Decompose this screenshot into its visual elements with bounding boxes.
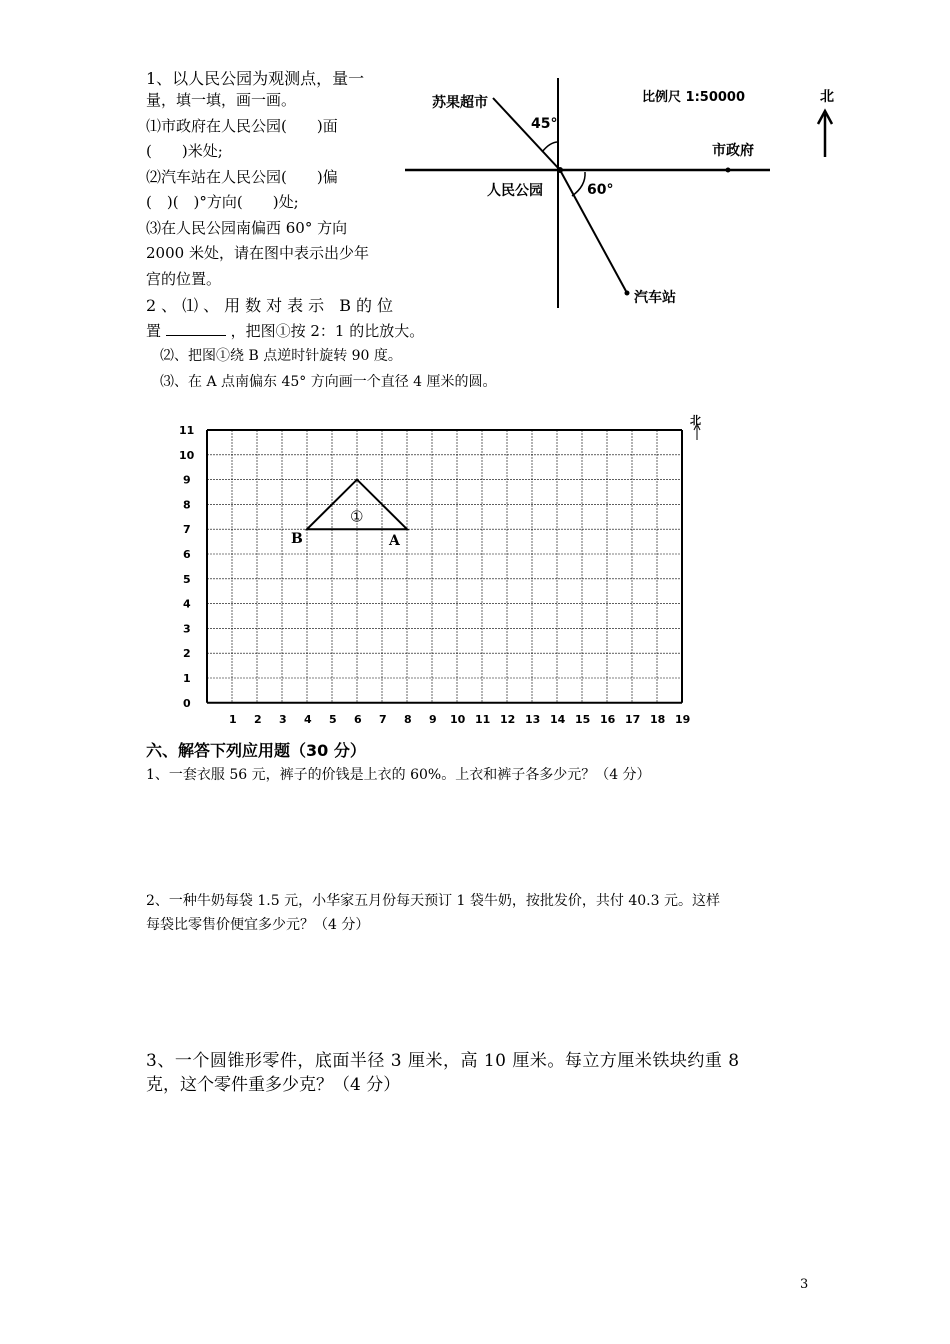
problem-2-line-2: 每袋比零售价便宜多少元？（4 分） xyxy=(146,917,370,933)
q2-line-3: ⑵、把图①绕 B 点逆时针旋转 90 度。 xyxy=(160,348,402,364)
map-park-label: 人民公园 xyxy=(487,183,543,199)
map-angle-45-label: 45° xyxy=(531,116,558,132)
q1-line-2: 量，填一填，画一画。 xyxy=(146,91,297,109)
problem-3-line-2 xyxy=(146,1073,400,1098)
shape-number-label: ① xyxy=(350,507,364,526)
point-a-label: A xyxy=(389,533,400,550)
problem-3-line-2-text: 克，这个零件重多少克？（4 分） xyxy=(146,1075,401,1095)
grid-x-tick-label: 4 xyxy=(304,712,312,726)
q1-line-1: 1、以人民公园为观测点，量一 xyxy=(146,69,365,88)
problem-1-text: 1、一套衣服 56 元，裤子的价钱是上衣的 60%。上衣和裤子各多少元？（4 分） xyxy=(146,767,651,783)
q1-line-7: ⑶在人民公园南偏西 60° 方向 xyxy=(146,219,348,237)
grid-x-tick-label: 5 xyxy=(329,712,337,726)
page-number: 3 xyxy=(800,1277,809,1292)
map-city-hall-point xyxy=(726,168,731,173)
grid-x-ticks xyxy=(229,713,690,726)
map-park-point xyxy=(557,167,563,173)
q1-line-3: ⑴市政府在人民公园( )面 xyxy=(146,117,338,135)
grid-y-tick-label: 3 xyxy=(183,622,191,636)
section-6-heading: 六、解答下列应用题（30 分） xyxy=(146,741,366,760)
grid-y-tick-label: 9 xyxy=(183,473,191,487)
grid-y-tick-label: 2 xyxy=(183,647,191,661)
map-supermarket-line xyxy=(493,98,560,170)
grid-lines xyxy=(207,430,682,703)
grid-x-tick-label: 1 xyxy=(229,712,237,726)
q2-line-2-prefix: 置 xyxy=(146,322,162,340)
grid-x-tick-label: 18 xyxy=(650,712,666,726)
q2-line-1: 2、⑴、用数对表示 B的位 xyxy=(146,296,399,315)
grid-x-tick-label: 13 xyxy=(525,712,541,726)
map-bus-station-label: 汽车站 xyxy=(634,290,676,306)
grid-y-tick-label: 10 xyxy=(179,448,195,462)
grid-x-tick-label: 10 xyxy=(450,712,466,726)
q1-line-5: ⑵汽车站在人民公园( )偏 xyxy=(146,168,338,186)
grid-x-tick-label: 11 xyxy=(475,712,491,726)
problem-3-line-1: 3、一个圆锥形零件，底面半径 3 厘米，高 10 厘米。每立方厘米铁块约重 8 xyxy=(146,1051,740,1071)
grid-x-tick-label: 16 xyxy=(600,712,616,726)
map-angle-60-arc xyxy=(572,172,585,196)
map-city-hall-label: 市政府 xyxy=(712,143,754,159)
problem-2-line-1: 2、一种牛奶每袋 1.5 元，小华家五月份每天预订 1 袋牛奶，按批发价，共付 40.3 元。这样 xyxy=(146,893,720,909)
grid-y-tick-label: 1 xyxy=(183,672,191,685)
q1-line-6: ( )( )°方向( )处; xyxy=(146,193,299,211)
grid-y-tick-label: 0 xyxy=(183,696,191,710)
grid-x-tick-label: 9 xyxy=(429,712,437,726)
grid-y-tick-label: 6 xyxy=(183,548,191,561)
grid-x-tick-label: 14 xyxy=(550,712,566,726)
grid-x-tick-label: 15 xyxy=(575,712,591,726)
grid-x-tick-label: 2 xyxy=(254,712,262,726)
triangle-shape xyxy=(291,480,407,550)
q1-line-4: ( )米处; xyxy=(146,142,223,160)
grid-north-label: 北 xyxy=(690,414,701,427)
map-scale-label: 比例尺 1:50000 xyxy=(642,90,745,105)
q2-line-4: ⑶、在 A 点南偏东 45° 方向画一个直径 4 厘米的圆。 xyxy=(160,374,497,390)
map-bus-station-point xyxy=(625,291,630,296)
grid-y-tick-label: 7 xyxy=(183,523,191,537)
q2-line-2 xyxy=(146,319,424,344)
map-north-label: 北 xyxy=(820,89,834,105)
q2-answer-blank[interactable] xyxy=(166,321,226,336)
q1-line-8: 2000 米处，请在图中表示出少年 xyxy=(146,244,369,262)
grid-x-tick-label: 8 xyxy=(404,712,412,726)
grid-x-tick-label: 19 xyxy=(675,712,691,726)
grid-y-tick-label: 8 xyxy=(183,498,191,512)
point-b-label: B xyxy=(291,531,303,548)
q1-line-9: 宫的位置。 xyxy=(146,270,222,288)
direction-map xyxy=(0,0,950,330)
grid-x-tick-label: 6 xyxy=(354,712,362,726)
map-angle-60-label: 60° xyxy=(587,182,614,198)
q2-line-2-suffix: ，把图①按 2：1 的比放大。 xyxy=(230,322,425,340)
grid-y-tick-label: 4 xyxy=(183,597,191,611)
grid-x-tick-label: 7 xyxy=(379,712,387,726)
map-supermarket-label: 苏果超市 xyxy=(432,95,488,111)
coordinate-grid xyxy=(0,410,950,730)
grid-y-tick-label: 5 xyxy=(183,572,191,586)
grid-y-ticks xyxy=(179,424,195,710)
map-angle-45-arc xyxy=(542,142,558,152)
grid-x-tick-label: 3 xyxy=(279,712,287,726)
grid-x-tick-label: 12 xyxy=(500,712,516,726)
grid-x-tick-label: 17 xyxy=(625,712,641,726)
grid-y-tick-label: 11 xyxy=(179,424,195,437)
